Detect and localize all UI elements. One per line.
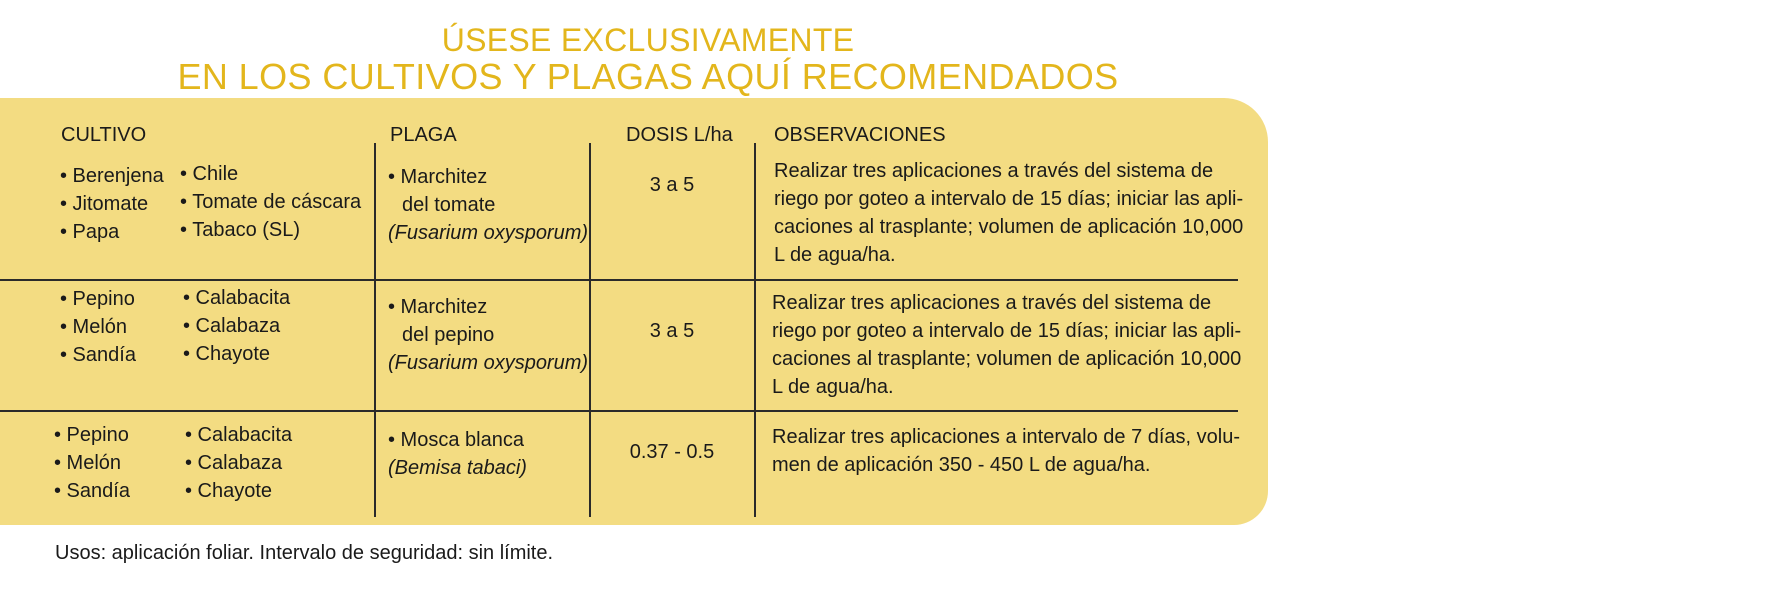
- column-divider-observaciones: [754, 143, 756, 517]
- text-line: caciones al trasplante; volumen de aplicación 10,000: [772, 348, 1242, 370]
- text-line: Realizar tres aplicaciones a través del sistema de: [774, 160, 1214, 182]
- plaga-name: • Marchitez: [388, 296, 488, 318]
- row1-cultivo-col2: [180, 160, 361, 244]
- list-item: • Calabaza: [185, 452, 283, 474]
- row1-cultivo-col1: [60, 162, 164, 246]
- list-item: • Melón: [60, 316, 128, 338]
- text-line: caciones al trasplante; volumen de aplicación 10,000: [774, 216, 1244, 238]
- text-line: L de agua/ha.: [772, 376, 894, 398]
- text-line: riego por goteo a intervalo de 15 días; iniciar las apli-: [774, 188, 1244, 210]
- row1-observaciones: [774, 157, 1243, 269]
- list-item: • Pepino: [60, 288, 135, 310]
- text-line: men de aplicación 350 - 450 L de agua/ha.: [772, 454, 1151, 476]
- list-item: • Calabaza: [183, 315, 281, 337]
- row3-observaciones: [772, 423, 1240, 479]
- plaga-scientific-name: (Bemisa tabaci): [388, 457, 527, 479]
- row3-plaga: [388, 426, 527, 482]
- list-item: • Chayote: [183, 343, 271, 365]
- plaga-name-cont: del pepino: [402, 324, 495, 346]
- list-item: • Papa: [60, 221, 120, 243]
- list-item: • Pepino: [54, 424, 129, 446]
- header-plaga: PLAGA: [390, 124, 457, 146]
- list-item: • Chile: [180, 163, 239, 185]
- list-item: • Chayote: [185, 480, 273, 502]
- plaga-name-cont: del tomate: [402, 194, 496, 216]
- plaga-name: • Marchitez: [388, 166, 488, 188]
- list-item: • Melón: [54, 452, 122, 474]
- row1-plaga: [388, 163, 588, 247]
- row1-dosis: 3 a 5: [649, 174, 695, 196]
- text-line: riego por goteo a intervalo de 15 días; iniciar las apli-: [772, 320, 1242, 342]
- row3-dosis: 0.37 - 0.5: [629, 441, 715, 463]
- header-cultivo: CULTIVO: [61, 124, 147, 146]
- plaga-scientific-name: (Fusarium oxysporum): [388, 352, 589, 374]
- list-item: • Tomate de cáscara: [180, 191, 362, 213]
- row2-observaciones: [772, 289, 1241, 401]
- row2-cultivo-col1: [60, 285, 136, 369]
- column-divider-plaga: [374, 143, 376, 517]
- list-item: • Sandía: [60, 344, 136, 366]
- row-divider-2: [0, 410, 1238, 412]
- row3-cultivo-col1: [54, 421, 130, 505]
- list-item: • Calabacita: [185, 424, 293, 446]
- text-line: Realizar tres aplicaciones a intervalo de 7 días, volu-: [772, 426, 1241, 448]
- title-line-1: ÚSESE EXCLUSIVAMENTE: [441, 22, 855, 58]
- list-item: • Jitomate: [60, 193, 149, 215]
- row-divider-1: [0, 279, 1238, 281]
- list-item: • Tabaco (SL): [180, 219, 301, 241]
- plaga-scientific-name: (Fusarium oxysporum): [388, 222, 589, 244]
- title-line-2: EN LOS CULTIVOS Y PLAGAS AQUÍ RECOMENDADOS: [177, 56, 1119, 97]
- list-item: • Berenjena: [60, 165, 164, 187]
- text-line: L de agua/ha.: [774, 244, 896, 266]
- row3-cultivo-col2: [185, 421, 292, 505]
- row2-plaga: [388, 293, 588, 377]
- column-divider-dosis: [589, 143, 591, 517]
- plaga-name: • Mosca blanca: [388, 429, 524, 451]
- usage-footnote: Usos: aplicación foliar. Intervalo de seguridad: sin límite.: [55, 542, 554, 564]
- list-item: • Calabacita: [183, 287, 291, 309]
- row2-cultivo-col2: [183, 284, 290, 368]
- text-line: Realizar tres aplicaciones a través del sistema de: [772, 292, 1212, 314]
- list-item: • Sandía: [54, 480, 130, 502]
- header-observaciones: OBSERVACIONES: [774, 124, 946, 146]
- row2-dosis: 3 a 5: [649, 320, 695, 342]
- header-dosis: DOSIS L/ha: [626, 124, 733, 146]
